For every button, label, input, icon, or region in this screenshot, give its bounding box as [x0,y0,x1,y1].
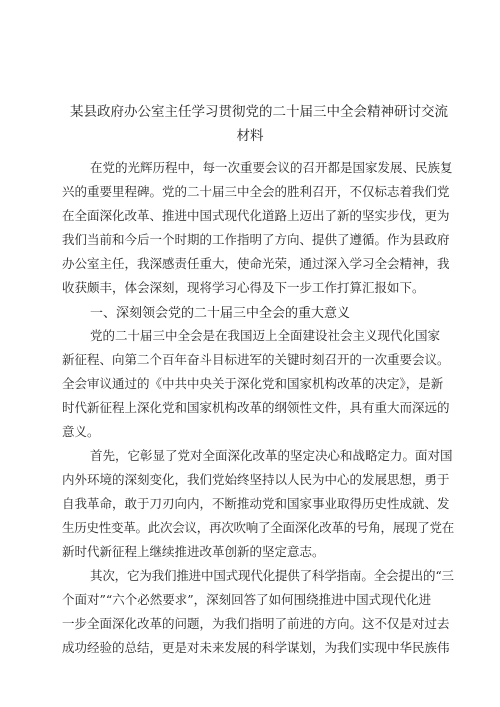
paragraph-4-line: 一步全面深化改革的问题，为我们指明了前进的方向。这不仅是对过去 [62,616,450,631]
paragraph-4-line: 其次，它为我们推进中国式现代化提供了科学指南。全会提出的“三 [90,568,454,583]
paragraph-1-line: 办公室主任，我深感责任重大，使命光荣，通过深入学习全会精神，我 [62,256,450,271]
paragraph-2-line: 党的二十届三中全会是在我国迈上全面建设社会主义现代化国家 [90,328,441,343]
document-title-line-2: 材料 [236,128,264,144]
paragraph-2-line: 新征程、向第二个百年奋斗目标进军的关键时刻召开的一次重要会议。 [62,352,450,367]
paragraph-4-line: 成功经验的总结，更是对未来发展的科学谋划，为我们实现中华民族伟 [62,640,450,655]
paragraph-2-line: 时代新征程上深化党和国家机构改革的纲领性文件，具有重大而深远的 [62,400,450,415]
paragraph-3-line: 新时代新征程上继续推进改革创新的坚定意志。 [62,544,325,559]
paragraph-4-line: 个面对”“六个必然要求”，深刻回答了如何围绕推进中国式现代化进 [62,592,432,607]
document-title-line-1: 某县政府办公室主任学习贯彻党的二十届三中全会精神研讨交流 [70,104,448,120]
section-heading-1: 一、深刻领会党的二十届三中全会的重大意义 [90,306,351,321]
paragraph-2-line: 意义。 [62,424,100,439]
paragraph-1-line: 兴的重要里程碑。党的二十届三中全会的胜利召开，不仅标志着我们党 [62,184,450,199]
paragraph-3-line: 内外环境的深刻变化，我们党始终坚持以人民为中心的发展思想，勇于 [62,472,450,487]
paragraph-1-line: 收获颇丰，体会深刻，现将学习心得及下一步工作打算汇报如下。 [62,280,425,295]
paragraph-2-line: 全会审议通过的《中共中央关于深化党和国家机构改革的决定》，是新 [62,376,444,391]
paragraph-1-line: 在全面深化改革、推进中国式现代化道路上迈出了新的坚实步伐，更为 [62,208,450,223]
paragraph-3-line: 自我革命，敢于刀刃向内，不断推动党和国家事业取得历史性成就、发 [62,496,450,511]
paragraph-3-line: 首先，它彰显了党对全面深化改革的坚定决心和战略定力。面对国 [90,448,453,463]
paragraph-1-line: 在党的光辉历程中，每一次重要会议的召开都是国家发展、民族复 [90,160,453,175]
paragraph-3-line: 生历史性变革。此次会议，再次吹响了全面深化改革的号角，展现了党在 [62,520,455,535]
paragraph-1-line: 我们当前和今后一个时期的工作指明了方向、提供了遵循。作为县政府 [62,232,450,247]
